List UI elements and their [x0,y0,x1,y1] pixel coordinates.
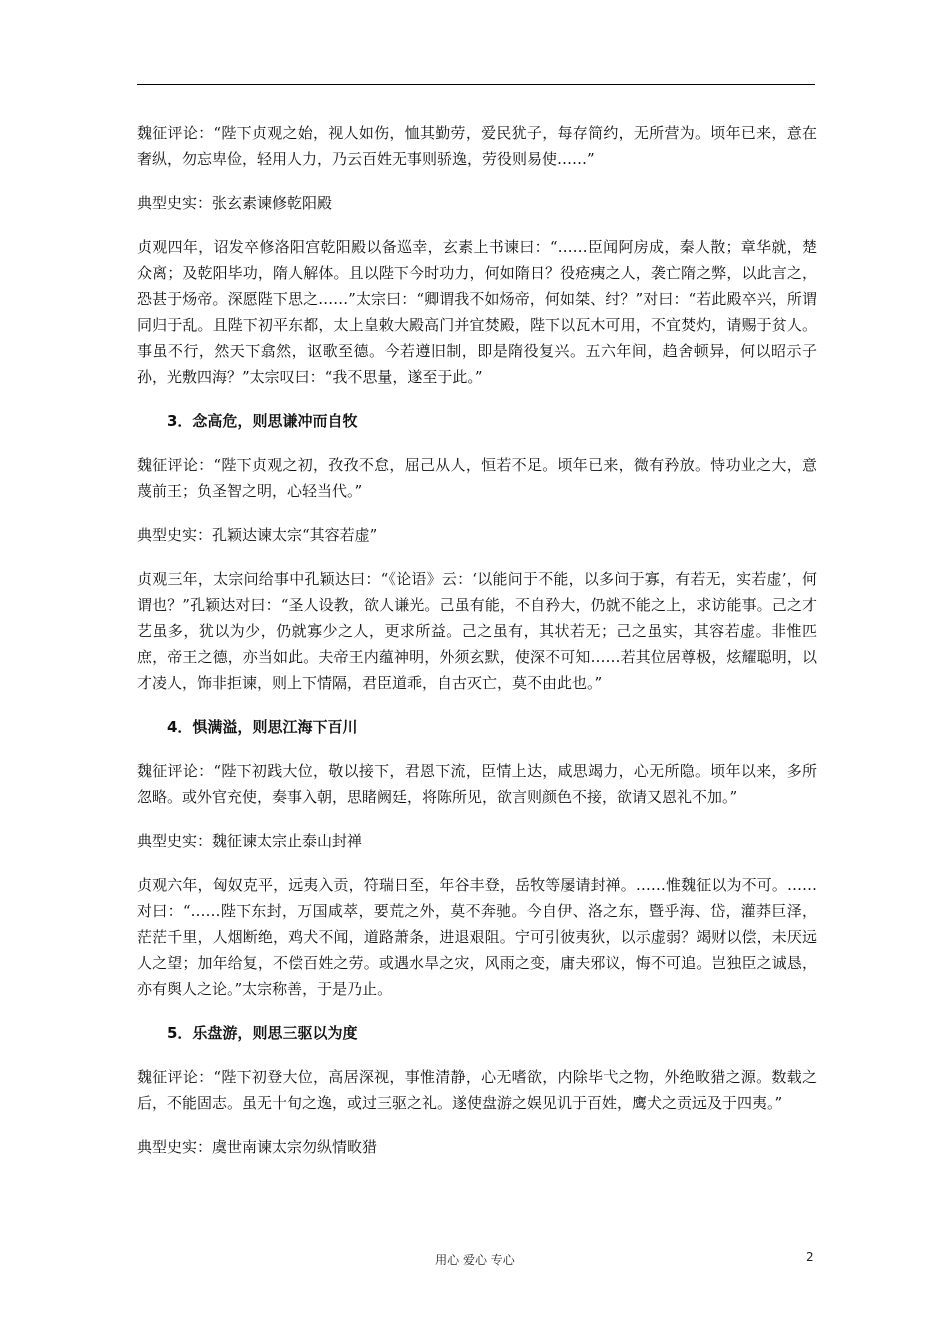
footer-motto: 用心 爱心 专心 [435,1253,515,1267]
header-rule [137,84,815,85]
page-number: 2 [806,1250,814,1264]
section-heading: 4．惧满溢，则思江海下百川 [167,718,358,736]
paragraph: 典型史实：魏征谏太宗止泰山封禅 [137,832,363,850]
paragraph: 贞观六年，匈奴克平，远夷入贡，符瑞日至，年谷丰登，岳牧等屡请封禅。……惟魏征以为不可。……对曰：“……陛下东封，万国咸萃，要荒之外，莫不奔驰。今自伊、洛之东，暨乎海、岱，灌莽巨泽，茫茫千里，人烟断绝，鸡犬不闻，道路萧条，进退艰阻。宁可引彼夷狄，以示虚弱？竭财以偿，未厌远人之望；加年给复，不偿百姓之劳。或遇水旱之灾，风雨之变，庸夫邪议，悔不可追。岂独臣之诚恳，亦有舆人之论。”太宗称善，于是乃止。 [137,876,817,998]
paragraph: 贞观四年，诏发卒修洛阳宫乾阳殿以备巡幸，玄素上书谏曰：“……臣闻阿房成，秦人散；章华就，楚众离；及乾阳毕功，隋人解体。且以陛下今时功力，何如隋日？役疮痍之人，袭亡隋之弊，以此言之，恐甚于炀帝。深愿陛下思之……”太宗曰：“卿谓我不如炀帝，何如桀、纣？”对曰：“若此殿卒兴，所谓同归于乱。且陛下初平东都，太上皇敕大殿高门并宜焚殿，陛下以瓦木可用，不宜焚灼，请赐于贫人。事虽不行，然天下翕然，讴歌至德。今若遵旧制，即是隋役复兴。五六年间，趋舍顿异，何以昭示子孙，光敷四海？”太宗叹曰：“我不思量，遂至于此。” [137,238,817,386]
paragraph: 魏征评论：“陛下初登大位，高居深视，事惟清静，心无嗜欲，内除毕弋之物，外绝畋猎之源。数载之后，不能固志。虽无十旬之逸，或过三驱之礼。遂使盘游之娱见讥于百姓，鹰犬之贡远及于四夷。” [137,1068,817,1112]
paragraph: 贞观三年，太宗问给事中孔颖达曰：“《论语》云：‘以能问于不能，以多问于寡，有若无，实若虚’，何谓也？”孔颖达对曰：“圣人设教，欲人谦光。己虽有能，不自矜大，仍就不能之上，求访能事。己之才艺虽多，犹以为少，仍就寡少之人，更求所益。己之虽有，其状若无；己之虽实，其容若虚。非惟匹庶，帝王之德，亦当如此。夫帝王内蕴神明，外须玄默，使深不可知……若其位居尊极，炫耀聪明，以才凌人，饰非拒谏，则上下情隔，君臣道乖，自古灭亡，莫不由此也。” [137,570,817,692]
section-heading: 3．念高危，则思谦冲而自牧 [167,412,358,430]
paragraph: 典型史实：孔颖达谏太宗“其容若虚” [137,526,378,544]
section-heading: 5．乐盘游，则思三驱以为度 [167,1024,358,1042]
paragraph: 典型史实：张玄素谏修乾阳殿 [137,194,333,212]
paragraph: 魏征评论：“陛下初践大位，敬以接下，君恩下流，臣情上达，咸思竭力，心无所隐。顷年以来，多所忽略。或外官充使，奏事入朝，思睹阙廷，将陈所见，欲言则颜色不接，欲请又恩礼不加。” [137,762,817,806]
paragraph: 典型史实：虞世南谏太宗勿纵情畋猎 [137,1138,378,1156]
paragraph: 魏征评论：“陛下贞观之始，视人如伤，恤其勤劳，爱民犹子，每存简约，无所营为。顷年已来，意在奢纵，勿忘卑俭，轻用人力，乃云百姓无事则骄逸，劳役则易使……” [137,124,817,168]
paragraph: 魏征评论：“陛下贞观之初，孜孜不怠，屈己从人，恒若不足。顷年已来，微有矜放。恃功业之大，意蔑前王；负圣智之明，心轻当代。” [137,456,817,500]
document-body [137,120,817,1178]
